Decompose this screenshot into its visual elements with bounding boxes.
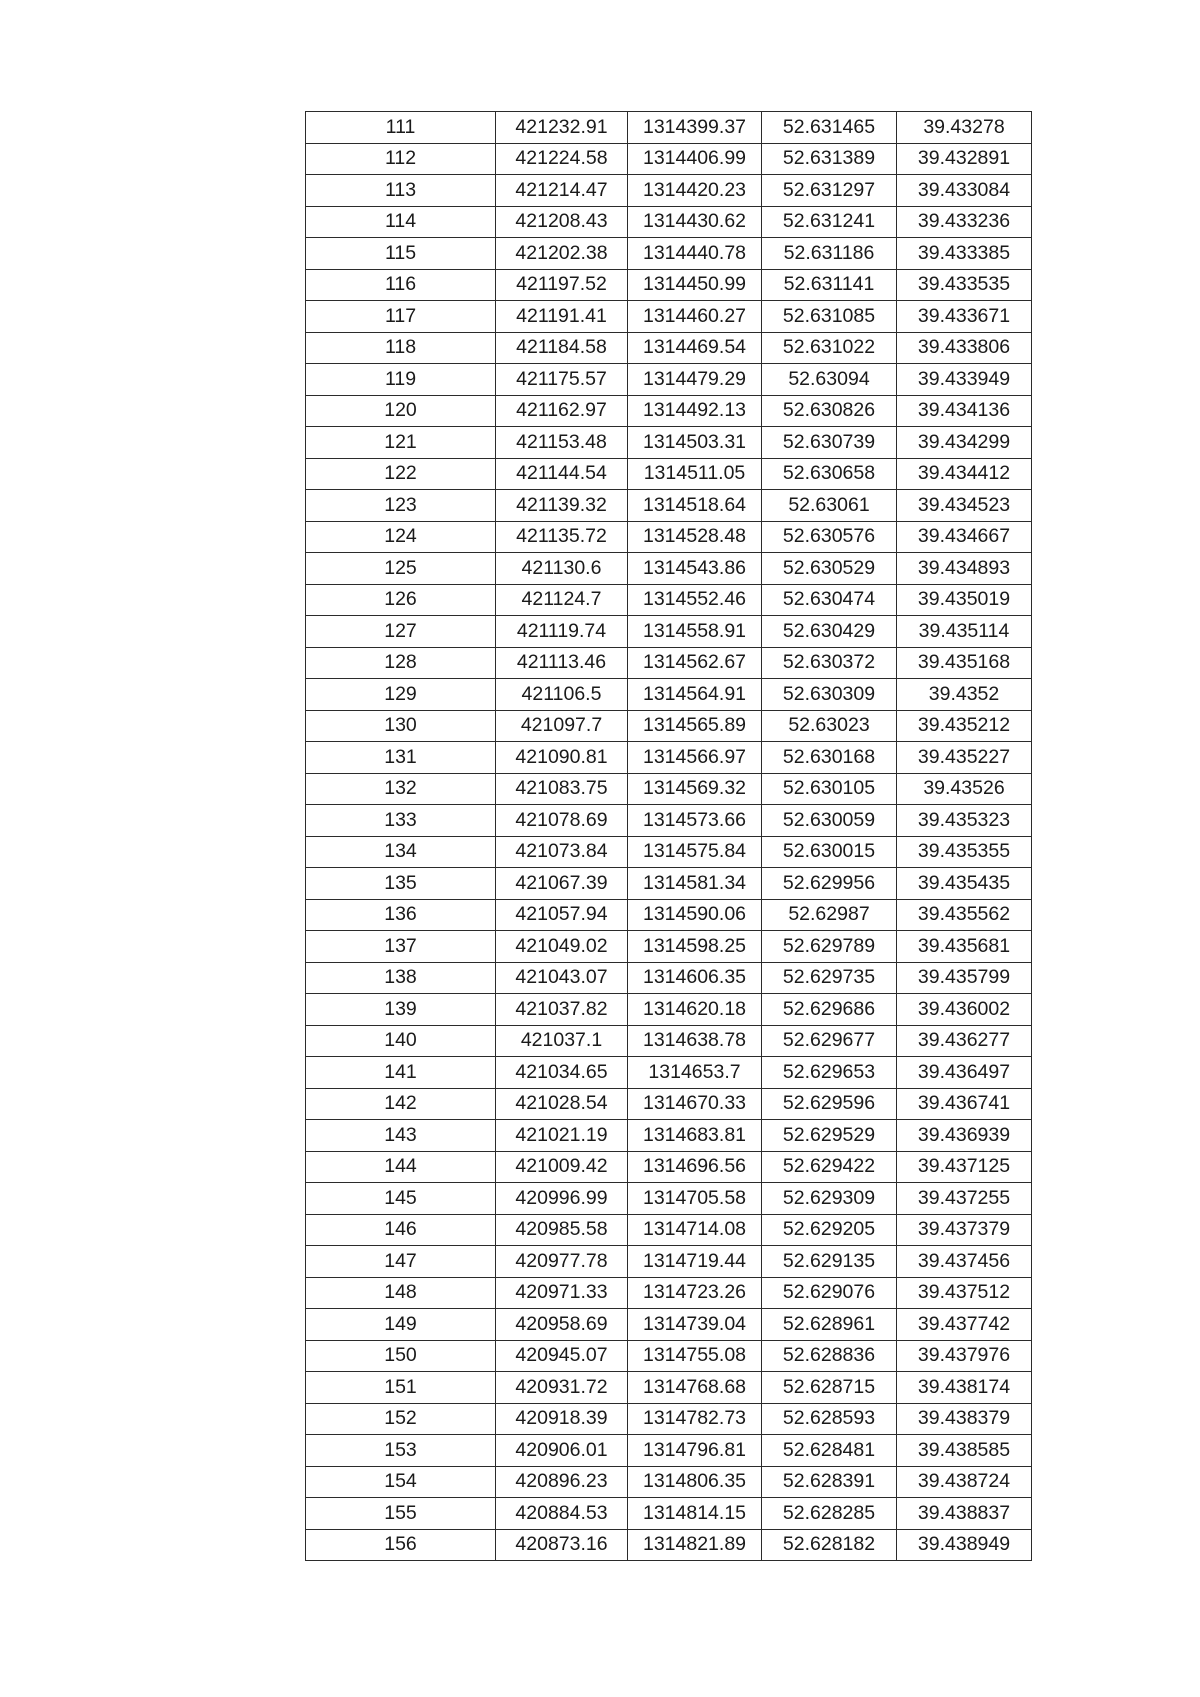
x-coordinate-cell: 421021.19 [496, 1120, 628, 1152]
latitude-cell: 52.630826 [762, 395, 897, 427]
x-coordinate-cell: 421037.1 [496, 1025, 628, 1057]
latitude-cell: 52.629789 [762, 931, 897, 963]
latitude-cell: 52.629686 [762, 994, 897, 1026]
x-coordinate-cell: 421175.57 [496, 364, 628, 396]
point-number-cell: 111 [306, 112, 496, 144]
table-row [306, 1466, 1032, 1498]
latitude-cell: 52.630474 [762, 584, 897, 616]
x-coordinate-cell: 420958.69 [496, 1309, 628, 1341]
table-row [306, 395, 1032, 427]
x-coordinate-cell: 421130.6 [496, 553, 628, 585]
x-coordinate-cell: 420873.16 [496, 1529, 628, 1561]
x-coordinate-cell: 420977.78 [496, 1246, 628, 1278]
longitude-cell: 39.434893 [897, 553, 1032, 585]
longitude-cell: 39.433949 [897, 364, 1032, 396]
x-coordinate-cell: 421139.32 [496, 490, 628, 522]
x-coordinate-cell: 421232.91 [496, 112, 628, 144]
latitude-cell: 52.630429 [762, 616, 897, 648]
latitude-cell: 52.63094 [762, 364, 897, 396]
table-row [306, 175, 1032, 207]
longitude-cell: 39.433084 [897, 175, 1032, 207]
point-number-cell: 155 [306, 1498, 496, 1530]
y-coordinate-cell: 1314569.32 [628, 773, 762, 805]
y-coordinate-cell: 1314768.68 [628, 1372, 762, 1404]
latitude-cell: 52.629135 [762, 1246, 897, 1278]
table-row [306, 899, 1032, 931]
x-coordinate-cell: 421078.69 [496, 805, 628, 837]
point-number-cell: 129 [306, 679, 496, 711]
longitude-cell: 39.434412 [897, 458, 1032, 490]
y-coordinate-cell: 1314479.29 [628, 364, 762, 396]
y-coordinate-cell: 1314821.89 [628, 1529, 762, 1561]
point-number-cell: 143 [306, 1120, 496, 1152]
point-number-cell: 121 [306, 427, 496, 459]
latitude-cell: 52.63061 [762, 490, 897, 522]
longitude-cell: 39.437255 [897, 1183, 1032, 1215]
latitude-cell: 52.629205 [762, 1214, 897, 1246]
table-row [306, 490, 1032, 522]
point-number-cell: 127 [306, 616, 496, 648]
point-number-cell: 119 [306, 364, 496, 396]
longitude-cell: 39.435019 [897, 584, 1032, 616]
longitude-cell: 39.43278 [897, 112, 1032, 144]
x-coordinate-cell: 421162.97 [496, 395, 628, 427]
y-coordinate-cell: 1314566.97 [628, 742, 762, 774]
latitude-cell: 52.628715 [762, 1372, 897, 1404]
point-number-cell: 115 [306, 238, 496, 270]
latitude-cell: 52.631465 [762, 112, 897, 144]
table-row [306, 1025, 1032, 1057]
point-number-cell: 123 [306, 490, 496, 522]
y-coordinate-cell: 1314705.58 [628, 1183, 762, 1215]
longitude-cell: 39.437456 [897, 1246, 1032, 1278]
x-coordinate-cell: 421184.58 [496, 332, 628, 364]
x-coordinate-cell: 421144.54 [496, 458, 628, 490]
longitude-cell: 39.433671 [897, 301, 1032, 333]
y-coordinate-cell: 1314620.18 [628, 994, 762, 1026]
point-number-cell: 138 [306, 962, 496, 994]
latitude-cell: 52.631022 [762, 332, 897, 364]
longitude-cell: 39.435114 [897, 616, 1032, 648]
point-number-cell: 131 [306, 742, 496, 774]
x-coordinate-cell: 421057.94 [496, 899, 628, 931]
point-number-cell: 141 [306, 1057, 496, 1089]
x-coordinate-cell: 421119.74 [496, 616, 628, 648]
point-number-cell: 134 [306, 836, 496, 868]
x-coordinate-cell: 420918.39 [496, 1403, 628, 1435]
latitude-cell: 52.629735 [762, 962, 897, 994]
x-coordinate-cell: 420985.58 [496, 1214, 628, 1246]
longitude-cell: 39.435355 [897, 836, 1032, 868]
longitude-cell: 39.433236 [897, 206, 1032, 238]
longitude-cell: 39.438379 [897, 1403, 1032, 1435]
x-coordinate-cell: 421208.43 [496, 206, 628, 238]
latitude-cell: 52.630658 [762, 458, 897, 490]
longitude-cell: 39.43526 [897, 773, 1032, 805]
y-coordinate-cell: 1314814.15 [628, 1498, 762, 1530]
point-number-cell: 142 [306, 1088, 496, 1120]
point-number-cell: 139 [306, 994, 496, 1026]
x-coordinate-cell: 420945.07 [496, 1340, 628, 1372]
latitude-cell: 52.628836 [762, 1340, 897, 1372]
point-number-cell: 112 [306, 143, 496, 175]
point-number-cell: 145 [306, 1183, 496, 1215]
x-coordinate-cell: 421106.5 [496, 679, 628, 711]
table-row [306, 427, 1032, 459]
table-row [306, 521, 1032, 553]
y-coordinate-cell: 1314719.44 [628, 1246, 762, 1278]
latitude-cell: 52.628182 [762, 1529, 897, 1561]
table-row [306, 931, 1032, 963]
y-coordinate-cell: 1314714.08 [628, 1214, 762, 1246]
point-number-cell: 118 [306, 332, 496, 364]
table-row [306, 364, 1032, 396]
x-coordinate-cell: 421090.81 [496, 742, 628, 774]
y-coordinate-cell: 1314492.13 [628, 395, 762, 427]
longitude-cell: 39.435212 [897, 710, 1032, 742]
longitude-cell: 39.437125 [897, 1151, 1032, 1183]
latitude-cell: 52.631085 [762, 301, 897, 333]
point-number-cell: 128 [306, 647, 496, 679]
table-row [306, 1435, 1032, 1467]
point-number-cell: 114 [306, 206, 496, 238]
y-coordinate-cell: 1314518.64 [628, 490, 762, 522]
point-number-cell: 125 [306, 553, 496, 585]
longitude-cell: 39.438585 [897, 1435, 1032, 1467]
latitude-cell: 52.628285 [762, 1498, 897, 1530]
table-row [306, 238, 1032, 270]
point-number-cell: 148 [306, 1277, 496, 1309]
latitude-cell: 52.629653 [762, 1057, 897, 1089]
latitude-cell: 52.630168 [762, 742, 897, 774]
longitude-cell: 39.433385 [897, 238, 1032, 270]
x-coordinate-cell: 421124.7 [496, 584, 628, 616]
longitude-cell: 39.435681 [897, 931, 1032, 963]
latitude-cell: 52.62987 [762, 899, 897, 931]
x-coordinate-cell: 421191.41 [496, 301, 628, 333]
latitude-cell: 52.631241 [762, 206, 897, 238]
latitude-cell: 52.630059 [762, 805, 897, 837]
y-coordinate-cell: 1314696.56 [628, 1151, 762, 1183]
point-number-cell: 149 [306, 1309, 496, 1341]
latitude-cell: 52.628391 [762, 1466, 897, 1498]
y-coordinate-cell: 1314653.7 [628, 1057, 762, 1089]
longitude-cell: 39.434136 [897, 395, 1032, 427]
table-row [306, 805, 1032, 837]
point-number-cell: 132 [306, 773, 496, 805]
y-coordinate-cell: 1314450.99 [628, 269, 762, 301]
latitude-cell: 52.63023 [762, 710, 897, 742]
x-coordinate-cell: 420896.23 [496, 1466, 628, 1498]
y-coordinate-cell: 1314420.23 [628, 175, 762, 207]
longitude-cell: 39.438949 [897, 1529, 1032, 1561]
longitude-cell: 39.436741 [897, 1088, 1032, 1120]
y-coordinate-cell: 1314565.89 [628, 710, 762, 742]
longitude-cell: 39.432891 [897, 143, 1032, 175]
coordinates-table [305, 111, 1032, 1561]
y-coordinate-cell: 1314755.08 [628, 1340, 762, 1372]
latitude-cell: 52.629422 [762, 1151, 897, 1183]
table-row [306, 710, 1032, 742]
longitude-cell: 39.4352 [897, 679, 1032, 711]
table-row [306, 143, 1032, 175]
x-coordinate-cell: 421153.48 [496, 427, 628, 459]
y-coordinate-cell: 1314575.84 [628, 836, 762, 868]
y-coordinate-cell: 1314564.91 [628, 679, 762, 711]
y-coordinate-cell: 1314503.31 [628, 427, 762, 459]
latitude-cell: 52.628593 [762, 1403, 897, 1435]
x-coordinate-cell: 421197.52 [496, 269, 628, 301]
y-coordinate-cell: 1314562.67 [628, 647, 762, 679]
x-coordinate-cell: 421214.47 [496, 175, 628, 207]
x-coordinate-cell: 421113.46 [496, 647, 628, 679]
table-row [306, 1277, 1032, 1309]
latitude-cell: 52.630739 [762, 427, 897, 459]
longitude-cell: 39.437379 [897, 1214, 1032, 1246]
point-number-cell: 116 [306, 269, 496, 301]
latitude-cell: 52.631186 [762, 238, 897, 270]
point-number-cell: 117 [306, 301, 496, 333]
latitude-cell: 52.629076 [762, 1277, 897, 1309]
longitude-cell: 39.433535 [897, 269, 1032, 301]
table-row [306, 868, 1032, 900]
longitude-cell: 39.435562 [897, 899, 1032, 931]
x-coordinate-cell: 420884.53 [496, 1498, 628, 1530]
longitude-cell: 39.436939 [897, 1120, 1032, 1152]
longitude-cell: 39.438174 [897, 1372, 1032, 1404]
latitude-cell: 52.630105 [762, 773, 897, 805]
point-number-cell: 124 [306, 521, 496, 553]
coordinates-table-body [306, 112, 1032, 1561]
y-coordinate-cell: 1314670.33 [628, 1088, 762, 1120]
latitude-cell: 52.629309 [762, 1183, 897, 1215]
point-number-cell: 122 [306, 458, 496, 490]
table-row [306, 1088, 1032, 1120]
y-coordinate-cell: 1314590.06 [628, 899, 762, 931]
longitude-cell: 39.434523 [897, 490, 1032, 522]
table-row [306, 206, 1032, 238]
latitude-cell: 52.628481 [762, 1435, 897, 1467]
table-row [306, 1151, 1032, 1183]
table-row [306, 1183, 1032, 1215]
y-coordinate-cell: 1314406.99 [628, 143, 762, 175]
longitude-cell: 39.435435 [897, 868, 1032, 900]
latitude-cell: 52.631297 [762, 175, 897, 207]
latitude-cell: 52.630372 [762, 647, 897, 679]
x-coordinate-cell: 420971.33 [496, 1277, 628, 1309]
longitude-cell: 39.435227 [897, 742, 1032, 774]
x-coordinate-cell: 421049.02 [496, 931, 628, 963]
longitude-cell: 39.435323 [897, 805, 1032, 837]
y-coordinate-cell: 1314723.26 [628, 1277, 762, 1309]
table-row [306, 1057, 1032, 1089]
latitude-cell: 52.630576 [762, 521, 897, 553]
y-coordinate-cell: 1314739.04 [628, 1309, 762, 1341]
table-row [306, 269, 1032, 301]
table-row [306, 1403, 1032, 1435]
table-row [306, 301, 1032, 333]
y-coordinate-cell: 1314598.25 [628, 931, 762, 963]
table-row [306, 1529, 1032, 1561]
latitude-cell: 52.631389 [762, 143, 897, 175]
table-row [306, 962, 1032, 994]
latitude-cell: 52.630309 [762, 679, 897, 711]
point-number-cell: 140 [306, 1025, 496, 1057]
table-row [306, 332, 1032, 364]
y-coordinate-cell: 1314440.78 [628, 238, 762, 270]
longitude-cell: 39.438837 [897, 1498, 1032, 1530]
table-row [306, 647, 1032, 679]
y-coordinate-cell: 1314683.81 [628, 1120, 762, 1152]
table-row [306, 742, 1032, 774]
longitude-cell: 39.438724 [897, 1466, 1032, 1498]
x-coordinate-cell: 421009.42 [496, 1151, 628, 1183]
table-row [306, 1214, 1032, 1246]
point-number-cell: 144 [306, 1151, 496, 1183]
table-row [306, 1309, 1032, 1341]
point-number-cell: 135 [306, 868, 496, 900]
x-coordinate-cell: 421037.82 [496, 994, 628, 1026]
longitude-cell: 39.437512 [897, 1277, 1032, 1309]
table-row [306, 112, 1032, 144]
table-row [306, 458, 1032, 490]
longitude-cell: 39.435168 [897, 647, 1032, 679]
table-row [306, 1340, 1032, 1372]
y-coordinate-cell: 1314806.35 [628, 1466, 762, 1498]
x-coordinate-cell: 421028.54 [496, 1088, 628, 1120]
longitude-cell: 39.437742 [897, 1309, 1032, 1341]
x-coordinate-cell: 420906.01 [496, 1435, 628, 1467]
point-number-cell: 154 [306, 1466, 496, 1498]
y-coordinate-cell: 1314573.66 [628, 805, 762, 837]
point-number-cell: 113 [306, 175, 496, 207]
y-coordinate-cell: 1314606.35 [628, 962, 762, 994]
y-coordinate-cell: 1314469.54 [628, 332, 762, 364]
point-number-cell: 150 [306, 1340, 496, 1372]
point-number-cell: 146 [306, 1214, 496, 1246]
table-row [306, 1498, 1032, 1530]
latitude-cell: 52.631141 [762, 269, 897, 301]
x-coordinate-cell: 420996.99 [496, 1183, 628, 1215]
table-row [306, 994, 1032, 1026]
y-coordinate-cell: 1314552.46 [628, 584, 762, 616]
y-coordinate-cell: 1314796.81 [628, 1435, 762, 1467]
longitude-cell: 39.436002 [897, 994, 1032, 1026]
x-coordinate-cell: 421083.75 [496, 773, 628, 805]
longitude-cell: 39.434299 [897, 427, 1032, 459]
y-coordinate-cell: 1314430.62 [628, 206, 762, 238]
table-row [306, 584, 1032, 616]
longitude-cell: 39.435799 [897, 962, 1032, 994]
point-number-cell: 153 [306, 1435, 496, 1467]
x-coordinate-cell: 421034.65 [496, 1057, 628, 1089]
table-row [306, 1120, 1032, 1152]
x-coordinate-cell: 421224.58 [496, 143, 628, 175]
y-coordinate-cell: 1314782.73 [628, 1403, 762, 1435]
y-coordinate-cell: 1314528.48 [628, 521, 762, 553]
table-row [306, 1372, 1032, 1404]
x-coordinate-cell: 421043.07 [496, 962, 628, 994]
y-coordinate-cell: 1314511.05 [628, 458, 762, 490]
table-row [306, 553, 1032, 585]
table-row [306, 1246, 1032, 1278]
latitude-cell: 52.630015 [762, 836, 897, 868]
x-coordinate-cell: 421202.38 [496, 238, 628, 270]
x-coordinate-cell: 421067.39 [496, 868, 628, 900]
latitude-cell: 52.629956 [762, 868, 897, 900]
point-number-cell: 156 [306, 1529, 496, 1561]
longitude-cell: 39.436277 [897, 1025, 1032, 1057]
x-coordinate-cell: 420931.72 [496, 1372, 628, 1404]
y-coordinate-cell: 1314558.91 [628, 616, 762, 648]
latitude-cell: 52.629596 [762, 1088, 897, 1120]
point-number-cell: 151 [306, 1372, 496, 1404]
point-number-cell: 130 [306, 710, 496, 742]
point-number-cell: 126 [306, 584, 496, 616]
table-row [306, 616, 1032, 648]
y-coordinate-cell: 1314460.27 [628, 301, 762, 333]
x-coordinate-cell: 421097.7 [496, 710, 628, 742]
longitude-cell: 39.437976 [897, 1340, 1032, 1372]
point-number-cell: 133 [306, 805, 496, 837]
latitude-cell: 52.628961 [762, 1309, 897, 1341]
y-coordinate-cell: 1314581.34 [628, 868, 762, 900]
point-number-cell: 137 [306, 931, 496, 963]
longitude-cell: 39.433806 [897, 332, 1032, 364]
longitude-cell: 39.434667 [897, 521, 1032, 553]
table-row [306, 773, 1032, 805]
point-number-cell: 136 [306, 899, 496, 931]
table-row [306, 836, 1032, 868]
point-number-cell: 147 [306, 1246, 496, 1278]
point-number-cell: 152 [306, 1403, 496, 1435]
point-number-cell: 120 [306, 395, 496, 427]
y-coordinate-cell: 1314399.37 [628, 112, 762, 144]
y-coordinate-cell: 1314638.78 [628, 1025, 762, 1057]
latitude-cell: 52.629677 [762, 1025, 897, 1057]
latitude-cell: 52.629529 [762, 1120, 897, 1152]
longitude-cell: 39.436497 [897, 1057, 1032, 1089]
x-coordinate-cell: 421135.72 [496, 521, 628, 553]
latitude-cell: 52.630529 [762, 553, 897, 585]
table-row [306, 679, 1032, 711]
y-coordinate-cell: 1314543.86 [628, 553, 762, 585]
x-coordinate-cell: 421073.84 [496, 836, 628, 868]
